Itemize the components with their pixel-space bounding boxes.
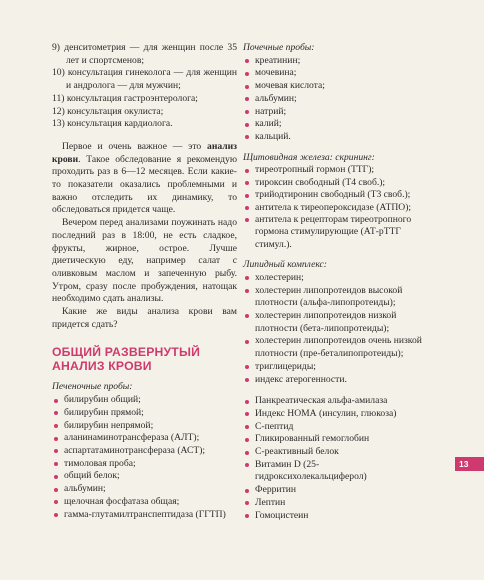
list-item: тимоловая проба; [52, 458, 237, 471]
list-item: антитела к тиреопероксидазе (АТПО); [243, 202, 428, 214]
list-item: холестерин липопротеидов очень низкой плотности (пре-беталипопротеиды); [243, 335, 428, 360]
list-item: 11) консультация гастроэнтеролога; [52, 92, 198, 104]
kidney-list [243, 55, 428, 144]
list-item: тироксин свободный (Т4 своб.); [243, 177, 428, 189]
list-item: альбумин; [52, 483, 237, 496]
kidney-title: Почечные пробы: [243, 42, 315, 53]
question-paragraph: Какие же виды анализа крови вам придется сдать? [52, 306, 237, 330]
list-item: билирубин общий; [52, 394, 237, 407]
list-item: Гомоцистеин [243, 510, 428, 523]
list-item: мочевая кислота; [243, 80, 428, 93]
consultation-list [52, 42, 237, 131]
lipid-title: Липидный комплекс: [243, 259, 327, 271]
list-item: 10) консультация гинеколога — для женщин и андролога — для мужчин; [52, 67, 237, 92]
list-item: Индекс НОМА (инсулин, глюкоза) [243, 408, 428, 421]
right-column [243, 42, 428, 522]
section-heading: ОБЩИЙ РАЗВЕРНУТЫЙ АНАЛИЗ КРОВИ [52, 345, 201, 374]
intro-paragraph [52, 141, 237, 217]
other-tests-list [243, 395, 428, 522]
intro-bold: анализ крови [52, 140, 237, 165]
list-item: альбумин; [243, 93, 428, 106]
list-item: билирубин прямой; [52, 407, 237, 420]
list-item: тиреотропный гормон (ТТГ); [243, 164, 428, 176]
list-item: общий белок; [52, 470, 237, 483]
liver-list [52, 394, 237, 521]
list-item: холестерин липопротеидов низкой плотности (бета-липопротеиды); [243, 310, 428, 335]
left-column [52, 42, 237, 521]
thyroid-list [243, 164, 428, 251]
list-item: Витамин D (25-гидроксихолекальциферол) [243, 459, 428, 484]
list-item: Лептин [243, 497, 428, 510]
list-item: креатинин; [243, 55, 428, 68]
list-item: мочевина; [243, 67, 428, 80]
list-item: калий; [243, 118, 428, 131]
list-item: натрий; [243, 106, 428, 119]
list-item: аспартатаминотрансфераза (АСТ); [52, 445, 237, 458]
list-item: гамма-глутамилтранспептидаза (ГГТП) [52, 509, 237, 522]
list-item: Панкреатическая альфа-амилаза [243, 395, 428, 408]
list-item: 12) консультация окулиста; [52, 105, 164, 117]
lipid-list [243, 272, 428, 386]
list-item: щелочная фосфатаза общая; [52, 496, 237, 509]
list-item: антитела к рецепторам тиреотропного гормона стимулирующие (АТ-рТТГ стимул.). [243, 214, 428, 251]
list-item: холестерин липопротеидов высокой плотности (альфа-липопротеиды); [243, 285, 428, 310]
list-item: Гликированный гемоглобин [243, 433, 428, 446]
evening-paragraph: Вечером перед анализами поужинать надо последний раз в 18:00, не есть сладкое, фрукты, жирное, острое. Лучше диетическую еду, например салат с оливковым маслом и запеченную рыбу. Утром, сразу после пробуждения, натощак необходимо сдать анализы. [52, 217, 237, 305]
thyroid-title: Щитовидная железа: скрининг: [243, 151, 375, 163]
list-item: кальций. [243, 131, 428, 144]
list-item: индекс атерогенности. [243, 374, 428, 387]
list-item: аланинаминотрансфераза (АЛТ); [52, 432, 237, 445]
liver-title: Печеночные пробы: [52, 381, 133, 393]
page-number: 13 [455, 457, 484, 471]
list-item: С-пептид [243, 421, 428, 434]
list-item: трийодтиронин свободный (Т3 своб.); [243, 189, 428, 201]
list-item: 9) денситометрия — для женщин после 35 лет и спортсменов; [52, 42, 237, 66]
list-item: билирубин непрямой; [52, 420, 237, 433]
list-item: 13) консультация кардиолога. [52, 118, 173, 130]
intro-text-end: . Такое обследование я рекомендую проходить раз в 6—12 месяцев. Если какие-то показатели оказались проблемными и важно отследить их динамику, то обследоваться придется чаще. [52, 153, 237, 216]
intro-text: Первое и очень важное — это [62, 140, 208, 152]
list-item: С-реактивный белок [243, 446, 428, 459]
list-item: Ферритин [243, 484, 428, 497]
list-item: триглицериды; [243, 361, 428, 374]
list-item: холестерин; [243, 272, 428, 285]
